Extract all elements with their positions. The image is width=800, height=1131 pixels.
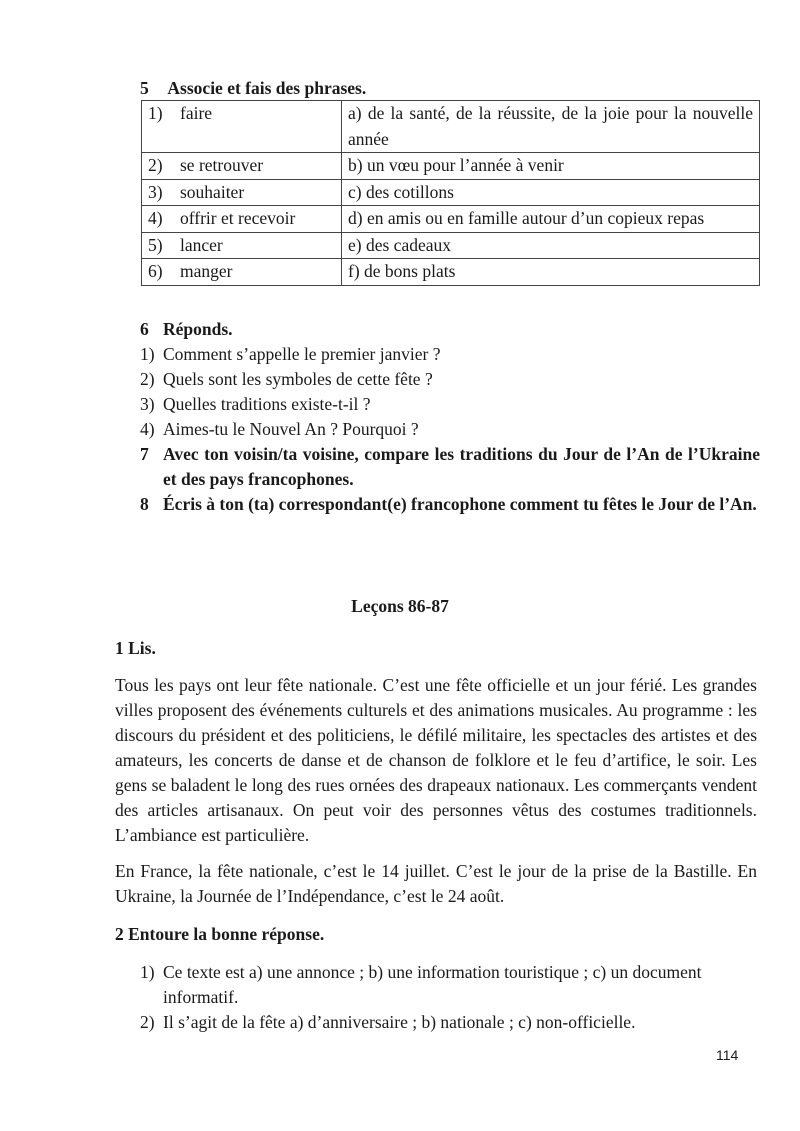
- list-item: 2) Quels sont les symboles de cette fête ?: [140, 369, 433, 389]
- right-text: de la santé, de la réussite, de la joie pour la nouvelle année: [348, 103, 754, 149]
- right-cell: [342, 259, 760, 286]
- reading-paragraph-2: En France, la fête nationale, c’est le 14 juillet. C’est le jour de la prise de la Bastille. En Ukraine, la Journée de l’Indépendance, c’est le 24 août.: [115, 861, 757, 906]
- left-text: faire: [180, 103, 213, 123]
- left-cell: [142, 153, 342, 180]
- exercise-6: [140, 317, 760, 517]
- right-text: des cadeaux: [365, 234, 452, 255]
- table-row: [142, 259, 760, 286]
- left-number: 6): [148, 261, 163, 281]
- left-text: manger: [180, 261, 233, 281]
- right-letter: e): [348, 234, 362, 255]
- exercise-8: 8 Écris à ton (ta) correspondant(e) francophone comment tu fêtes le Jour de l’An.: [140, 494, 757, 514]
- list-item: 1) Ce texte est a) une annonce ; b) une information touristique ; c) un document informatif.: [140, 962, 702, 1007]
- exercise-7: 7 Avec ton voisin/ta voisine, compare les traditions du Jour de l’An de l’Ukraine et des pays francophones.: [140, 444, 760, 489]
- table-row: [142, 101, 760, 153]
- table-row: [142, 153, 760, 180]
- list-item: 1) Comment s’appelle le premier janvier ?: [140, 344, 441, 364]
- right-cell: [342, 179, 760, 206]
- section-2-title: 2 Entoure la bonne réponse.: [115, 924, 325, 944]
- left-cell: [142, 179, 342, 206]
- left-text: lancer: [180, 234, 223, 255]
- exercise-6-heading: 6 Réponds.: [140, 319, 233, 339]
- left-cell: [142, 232, 342, 259]
- right-cell: [342, 153, 760, 180]
- exercise-number: 5: [140, 78, 149, 98]
- left-number: 2): [148, 155, 163, 175]
- lesson-title: Leçons 86-87: [351, 596, 449, 616]
- table-row: [142, 179, 760, 206]
- left-number: 3): [148, 181, 163, 202]
- exercise-title: Associe et fais des phrases.: [167, 78, 367, 98]
- section-1-title: 1 Lis.: [115, 638, 156, 658]
- right-cell: [342, 232, 760, 259]
- table-row: [142, 232, 760, 259]
- left-number: 4): [148, 208, 163, 228]
- right-letter: c): [348, 181, 362, 202]
- right-text: en amis ou en famille autour d’un copieux repas: [366, 208, 705, 228]
- right-cell: [342, 206, 760, 233]
- list-item: 3) Quelles traditions existe-t-il ?: [140, 394, 371, 414]
- left-number: 5): [148, 234, 163, 255]
- exercise-5-heading: [140, 76, 366, 101]
- list-item: 4) Aimes-tu le Nouvel An ? Pourquoi ?: [140, 419, 419, 439]
- left-cell: [142, 259, 342, 286]
- left-number: 1): [148, 103, 163, 123]
- right-text: un vœu pour l’année à venir: [366, 155, 564, 175]
- matching-table: [141, 100, 760, 286]
- left-cell: [142, 101, 342, 153]
- section-2-questions: [140, 960, 760, 1035]
- right-letter: d): [348, 208, 363, 228]
- page-number: 114: [716, 1047, 739, 1063]
- list-item: 2) Il s’agit de la fête a) d’anniversaire ; b) nationale ; c) non-officielle.: [140, 1012, 636, 1032]
- left-text: souhaiter: [180, 181, 245, 202]
- right-letter: b): [348, 155, 363, 175]
- left-cell: [142, 206, 342, 233]
- right-text: de bons plats: [364, 261, 456, 281]
- table-row: [142, 206, 760, 233]
- reading-paragraph-1: Tous les pays ont leur fête nationale. C’est une fête officielle et un jour férié. Les grandes villes proposent des événements culturels et des animations musicales. Au programme : les discours du président et des politiciens, le défilé militaire, les spectacles des artistes et des amateurs, les concerts de danse et de chanson de folklore et le feu d’artifice, le soir. Les gens se baladent le long des rues ornées des drapeaux nationaux. Les commerçants vendent des articles artisanaux. On peut voir des personnes vêtus des costumes traditionnels. L’ambiance est particulière.: [115, 675, 757, 845]
- left-text: se retrouver: [180, 155, 264, 175]
- left-text: offrir et recevoir: [180, 208, 296, 228]
- right-text: des cotillons: [365, 181, 454, 202]
- right-letter: f): [348, 261, 360, 281]
- right-cell: [342, 101, 760, 153]
- right-letter: a): [348, 103, 362, 123]
